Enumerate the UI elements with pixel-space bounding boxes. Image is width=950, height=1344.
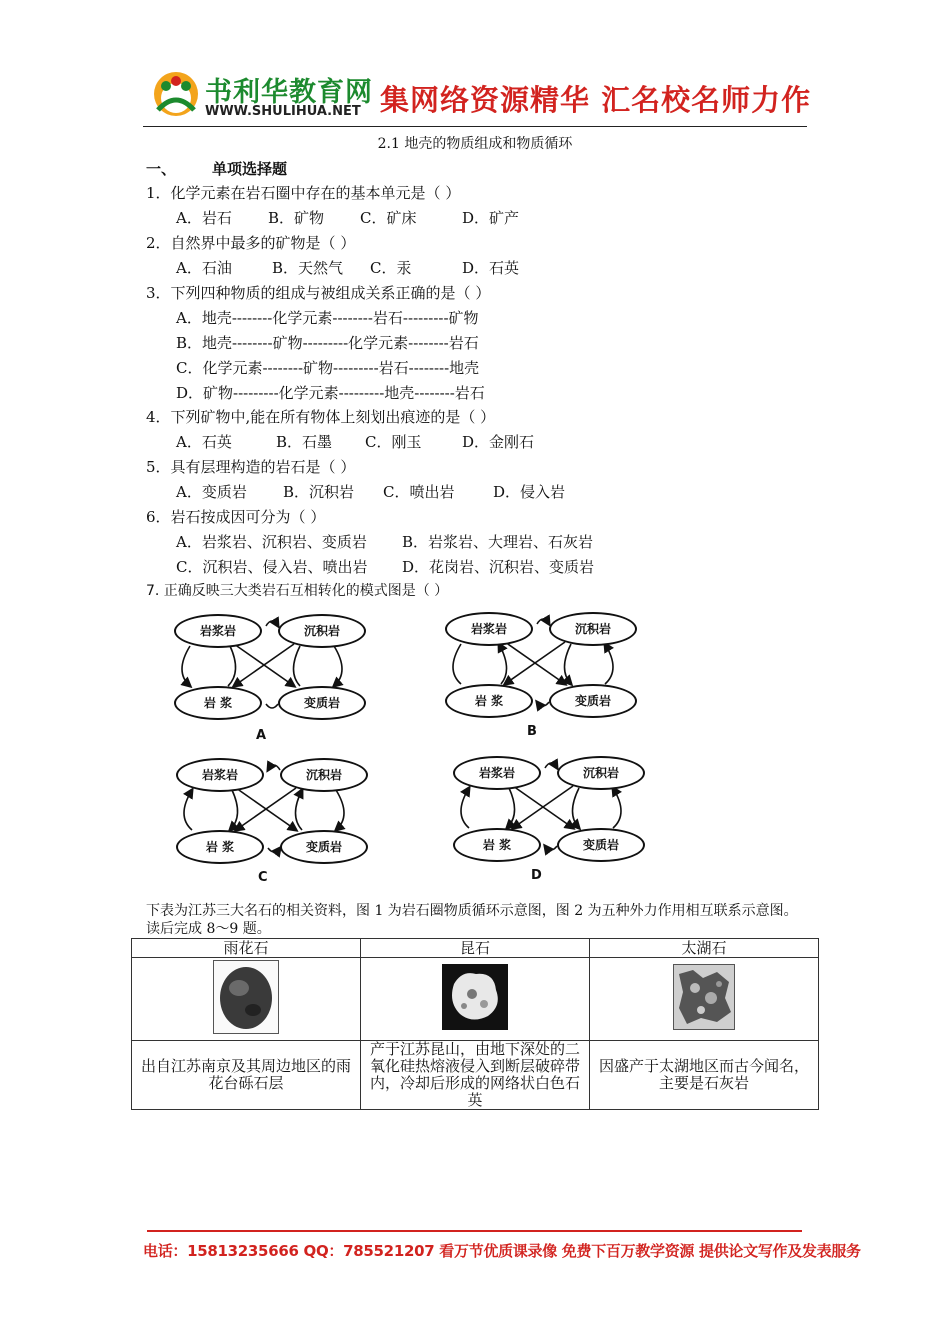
question-option: D．侵入岩 xyxy=(493,483,566,501)
node-magma: 岩 浆 xyxy=(176,830,264,864)
question-option: D．石英 xyxy=(462,259,520,277)
table-cell xyxy=(590,958,819,1041)
question-option: C．汞 xyxy=(370,259,412,277)
node-magma: 岩 浆 xyxy=(445,684,533,718)
question-option: B．石墨 xyxy=(276,433,333,451)
node-sedimentary-rock: 沉积岩 xyxy=(278,614,366,648)
node-metamorphic-rock: 变质岩 xyxy=(278,686,366,720)
table-cell xyxy=(361,958,590,1041)
question-stem: 2．自然界中最多的矿物是（ ） xyxy=(146,234,356,252)
section-heading xyxy=(146,158,287,179)
footer-divider xyxy=(147,1230,802,1232)
section-number: 一、 xyxy=(146,160,177,178)
question-option: C．刚玉 xyxy=(365,433,422,451)
question-option: A．岩石 xyxy=(176,209,232,227)
node-magmatic-rock: 岩浆岩 xyxy=(174,614,262,648)
table-description-row xyxy=(132,1041,819,1110)
stones-table xyxy=(131,938,819,1110)
node-magma: 岩 浆 xyxy=(453,828,541,862)
question-option: B．天然气 xyxy=(272,259,344,277)
question-stem: 3．下列四种物质的组成与被组成关系正确的是（ ） xyxy=(146,284,491,302)
node-magmatic-rock: 岩浆岩 xyxy=(176,758,264,792)
table-cell: 出自江苏南京及其周边地区的雨花台砾石层 xyxy=(132,1041,361,1110)
question-option: C．沉积岩、侵入岩、喷出岩 xyxy=(176,558,368,576)
footer-contact: 电话：15813235666 QQ：785521207 看万节优质课录像 免费下百万教学资源 提供论文写作及发表服务 xyxy=(143,1242,861,1260)
question-option: D．花岗岩、沉积岩、变质岩 xyxy=(402,558,595,576)
diagram-label: D xyxy=(531,868,542,883)
table-intro-text: 下表为江苏三大名石的相关资料，图 1 为岩石圈物质循环示意图，图 2 为五种外力作用相互联系示意图。读后完成 8～9 题。 xyxy=(146,903,798,937)
document-title: 2.1 地壳的物质组成和物质循环 xyxy=(377,136,573,152)
rock-cycle-diagram-a xyxy=(172,612,372,762)
question-option: B．沉积岩 xyxy=(283,483,355,501)
question-option: A．石油 xyxy=(176,259,232,277)
brand-name: 书利华教育网 xyxy=(205,77,373,108)
question-stem: 6．岩石按成因可分为（ ） xyxy=(146,508,326,526)
header-divider xyxy=(143,126,807,127)
question-stem: 5．具有层理构造的岩石是（ ） xyxy=(146,458,356,476)
rock-cycle-diagram-b xyxy=(443,610,643,760)
table-header-cell: 雨花石 xyxy=(132,939,361,958)
node-sedimentary-rock: 沉积岩 xyxy=(557,756,645,790)
question-option: C．化学元素--------矿物---------岩石--------地壳 xyxy=(176,359,480,377)
question-option: D．矿产 xyxy=(462,209,520,227)
node-metamorphic-rock: 变质岩 xyxy=(280,830,368,864)
rock-cycle-diagram-d xyxy=(451,754,651,904)
question-option: D．金刚石 xyxy=(462,433,535,451)
diagram-label: B xyxy=(527,724,537,739)
question-option: A．岩浆岩、沉积岩、变质岩 xyxy=(176,533,367,551)
question-option: A．变质岩 xyxy=(176,483,247,501)
node-magmatic-rock: 岩浆岩 xyxy=(453,756,541,790)
yuhua-stone-photo xyxy=(213,960,279,1034)
table-image-row xyxy=(132,958,819,1041)
rock-cycle-diagram-c xyxy=(174,756,374,906)
table-header-cell: 太湖石 xyxy=(590,939,819,958)
brand-url: WWW.SHULIHUA.NET xyxy=(205,104,361,119)
table-cell: 因盛产于太湖地区而古今闻名，主要是石灰岩 xyxy=(590,1041,819,1110)
question-option: B．地壳--------矿物---------化学元素--------岩石 xyxy=(176,334,479,352)
question-option: B．矿物 xyxy=(268,209,325,227)
node-metamorphic-rock: 变质岩 xyxy=(549,684,637,718)
question-stem: 7. 正确反映三大类岩石互相转化的模式图是（ ） xyxy=(146,583,449,599)
question-option: D．矿物---------化学元素---------地壳--------岩石 xyxy=(176,384,485,402)
question-option: C．喷出岩 xyxy=(383,483,455,501)
kun-stone-photo xyxy=(442,964,508,1030)
node-sedimentary-rock: 沉积岩 xyxy=(549,612,637,646)
node-magmatic-rock: 岩浆岩 xyxy=(445,612,533,646)
section-heading-text: 单项选择题 xyxy=(212,160,288,178)
node-magma: 岩 浆 xyxy=(174,686,262,720)
question-option: C．矿床 xyxy=(360,209,417,227)
question-stem: 1．化学元素在岩石圈中存在的基本单元是（ ） xyxy=(146,184,461,202)
logo-icon xyxy=(152,68,200,120)
node-sedimentary-rock: 沉积岩 xyxy=(280,758,368,792)
diagram-label: C xyxy=(258,870,268,885)
table-cell xyxy=(132,958,361,1041)
diagram-label: A xyxy=(256,728,267,743)
taihu-stone-photo xyxy=(673,964,735,1030)
header-slogan: 集网络资源精华 汇名校名师力作 xyxy=(380,83,812,117)
question-option: A．地壳--------化学元素--------岩石---------矿物 xyxy=(176,309,479,327)
question-option: A．石英 xyxy=(176,433,232,451)
table-cell: 产于江苏昆山，由地下深处的二氧化硅热熔液侵入到断层破碎带内，冷却后形成的网络状白色石英 xyxy=(361,1041,590,1110)
question-option: B．岩浆岩、大理岩、石灰岩 xyxy=(402,533,594,551)
table-header-cell: 昆石 xyxy=(361,939,590,958)
question-stem: 4．下列矿物中,能在所有物体上刻划出痕迹的是（ ） xyxy=(146,408,496,426)
node-metamorphic-rock: 变质岩 xyxy=(557,828,645,862)
table-header-row xyxy=(132,939,819,958)
